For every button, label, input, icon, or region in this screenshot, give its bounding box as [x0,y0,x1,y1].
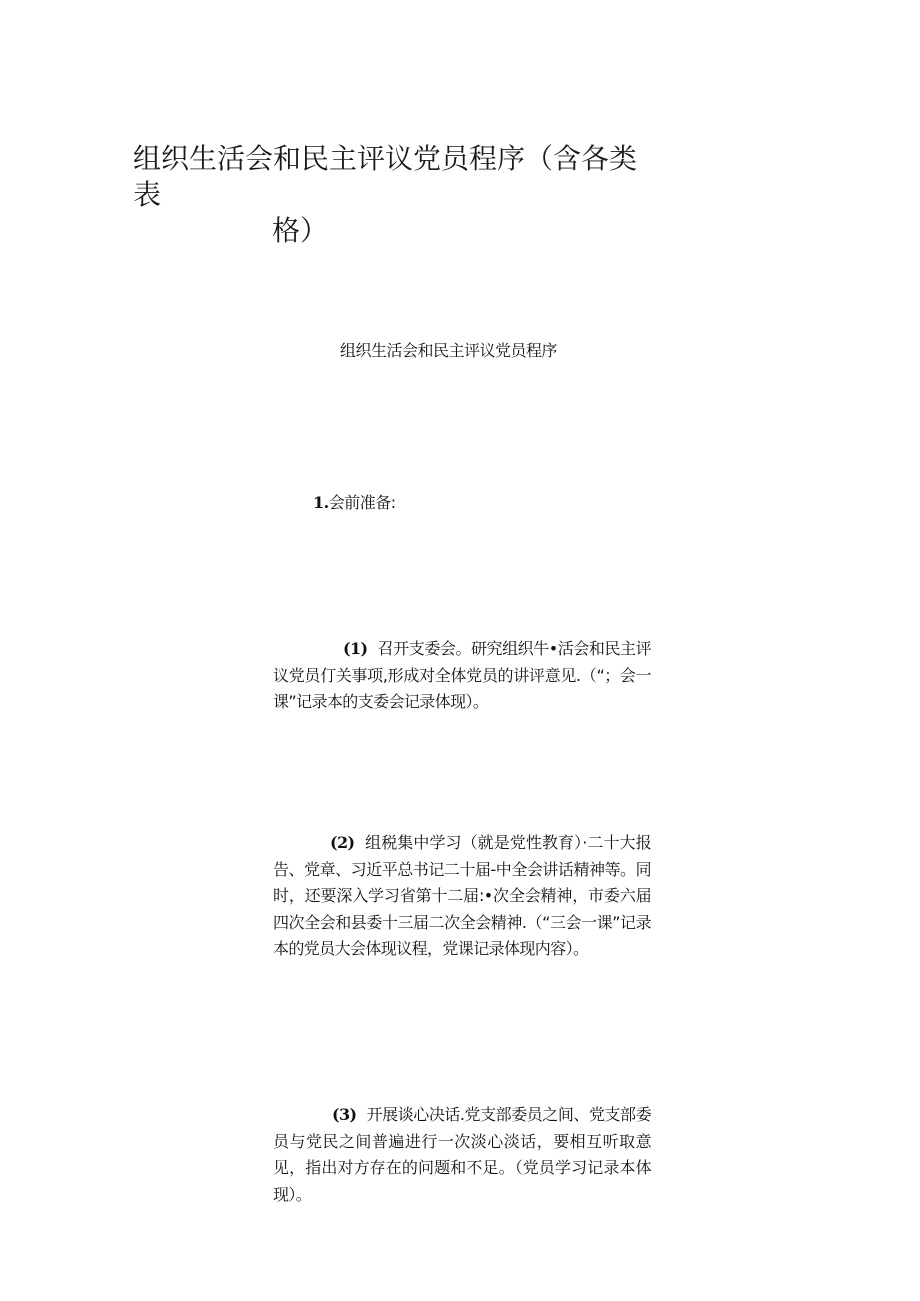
document-title-line-1: 组织生活会和民主评议党员程序（含各类表 [133,142,638,211]
item-number: (2) [330,833,355,852]
item-number: (3) [332,1105,357,1124]
list-item [273,830,651,963]
list-item [273,636,651,716]
list-item [273,1102,651,1208]
item-text: 召开支委会。研究组织牛•活会和民主评议党员仃关事项,形成对全体党员的讲评意见.（“；会一课”记录本的支委会记录体现）。 [273,639,651,711]
step-heading [313,491,396,515]
step-number: 1. [313,493,329,512]
item-number: (1) [343,639,368,658]
section-title: 组织生活会和民主评议党员程序 [340,341,558,360]
document-title-line-2: 格） [272,214,329,247]
item-text: 组税集中学习（就是党性教育）·二十大报告、党章、习近平总书记二十届-中全会讲话精神等。同时，还要深入学习省第十二届:•次全会精神，市委六届四次全会和县委十三届二次全会精神.（“三会一课”记录本的党员大会体现议程，党课记录体现内容）。 [273,833,651,958]
step-label: 会前准备: [328,493,396,512]
item-text: 开展谈心决话.党支部委员之间、党支部委员与党民之间普遍进行一次淡心淡话，要相互听取意见，指出对方存在的问题和不足。（党员学习记录本体现）。 [273,1105,651,1204]
document-title [133,141,653,249]
